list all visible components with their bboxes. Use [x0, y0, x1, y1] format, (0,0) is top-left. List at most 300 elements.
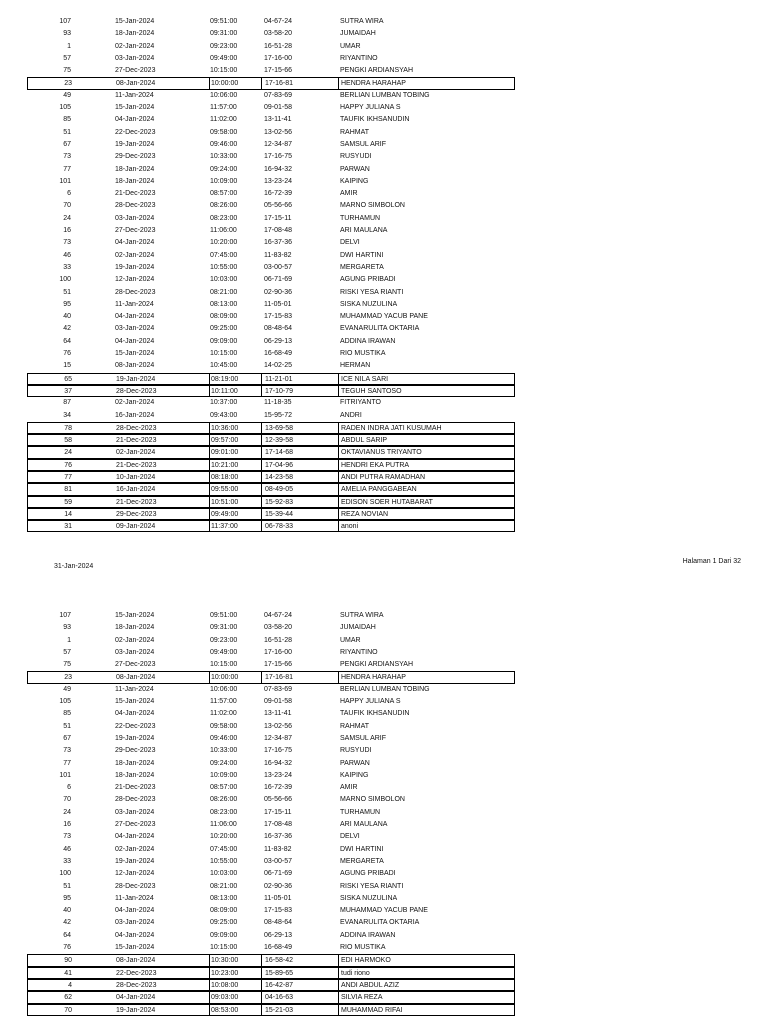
row-time: 08:23:00: [210, 808, 238, 816]
row-number: 23: [64, 674, 72, 682]
row-name: AMIR: [340, 784, 358, 792]
table-row: [27, 684, 515, 696]
row-time: 10:30:00: [211, 957, 239, 965]
row-date: 27-Dec-2023: [115, 661, 156, 669]
cell-divider: [338, 435, 339, 445]
row-number: 95: [63, 894, 71, 902]
cell-divider: [338, 78, 339, 88]
row-code: 06-78-33: [265, 523, 294, 531]
row-name: KAIPING: [340, 771, 369, 779]
row-code: 17-15-66: [264, 67, 293, 75]
row-code: 13-02-56: [264, 722, 293, 730]
row-time: 09:46:00: [210, 140, 238, 148]
row-date: 02-Jan-2024: [115, 251, 155, 259]
row-name: FITRIYANTO: [340, 399, 381, 407]
table-row: [27, 65, 515, 77]
row-name: MUHAMMAD YACUB PANE: [340, 313, 428, 321]
records-table: [27, 610, 515, 1016]
row-code: 17-16-81: [265, 80, 294, 88]
row-number: 58: [64, 437, 72, 445]
row-time: 10:55:00: [210, 263, 238, 271]
row-code: 04-16-63: [265, 994, 294, 1002]
row-code: 03-00-57: [264, 857, 293, 865]
cell-divider: [209, 1005, 210, 1015]
row-name: ARI MAULANA: [340, 227, 388, 235]
row-number: 77: [64, 473, 72, 481]
row-date: 19-Jan-2024: [115, 734, 155, 742]
row-date: 15-Jan-2024: [115, 612, 155, 619]
row-code: 08-49-05: [265, 486, 294, 494]
table-row: [27, 77, 515, 89]
cell-divider: [209, 521, 210, 531]
row-time: 10:23:00: [211, 969, 239, 977]
cell-divider: [261, 497, 262, 507]
row-name: ANDI ABDUL AZIZ: [341, 981, 400, 989]
row-number: 41: [64, 969, 72, 977]
row-name: RADEN INDRA JATI KUSUMAH: [341, 424, 442, 432]
row-number: 73: [63, 833, 71, 841]
row-number: 15: [63, 362, 71, 370]
row-date: 08-Jan-2024: [116, 957, 156, 965]
row-name: RISKI YESA RIANTI: [340, 882, 404, 890]
row-code: 15-92-83: [265, 498, 294, 506]
row-time: 10:09:00: [210, 177, 238, 185]
table-row: [27, 250, 515, 262]
row-name: SILVIA REZA: [341, 994, 383, 1002]
row-code: 16-51-28: [264, 42, 293, 50]
row-date: 02-Jan-2024: [115, 399, 155, 407]
row-time: 08:21:00: [210, 288, 238, 296]
table-row: [27, 274, 515, 286]
cell-divider: [338, 509, 339, 519]
row-name: PARWAN: [340, 759, 370, 767]
row-name: AGUNG PRIBADI: [340, 870, 396, 878]
row-date: 02-Jan-2024: [115, 636, 155, 644]
cell-divider: [209, 509, 210, 519]
row-name: SISKA NUZULINA: [340, 894, 398, 902]
row-name: ANDI PUTRA RAMADHAN: [341, 473, 426, 481]
row-date: 21-Dec-2023: [116, 461, 157, 469]
row-name: REZA NOVIAN: [341, 510, 389, 518]
row-code: 17-16-75: [264, 747, 293, 755]
table-row: [27, 200, 515, 212]
row-name: EDISON SOER HUTABARAT: [341, 498, 433, 506]
row-date: 21-Dec-2023: [116, 498, 157, 506]
records-table: [27, 16, 515, 532]
row-name: PENGKI ARDIANSYAH: [340, 67, 414, 75]
row-number: 6: [67, 190, 71, 198]
row-name: TURHAMUN: [340, 808, 381, 816]
row-number: 78: [64, 424, 72, 432]
row-time: 10:00:00: [211, 674, 239, 682]
row-date: 15-Jan-2024: [115, 350, 155, 358]
row-time: 08:18:00: [211, 473, 239, 481]
row-code: 08-48-64: [264, 325, 293, 333]
row-time: 10:15:00: [210, 350, 238, 358]
row-number: 93: [63, 30, 71, 38]
table-row: [27, 496, 515, 508]
row-time: 09:46:00: [210, 734, 238, 742]
row-code: 07-83-69: [264, 91, 293, 99]
row-number: 46: [63, 251, 71, 259]
cell-divider: [338, 423, 339, 433]
row-date: 04-Jan-2024: [115, 337, 155, 345]
row-number: 100: [59, 870, 71, 878]
cell-divider: [338, 386, 339, 396]
row-code: 17-16-00: [264, 648, 293, 656]
table-row: [27, 758, 515, 770]
row-code: 03-58-20: [264, 624, 293, 632]
cell-divider: [261, 1005, 262, 1015]
row-number: 62: [64, 994, 72, 1002]
row-name: ADDINA IRAWAN: [340, 931, 396, 939]
table-row: [27, 622, 515, 634]
row-number: 77: [63, 165, 71, 173]
row-name: RIO MUSTIKA: [340, 944, 386, 952]
row-number: 67: [63, 734, 71, 742]
row-date: 04-Jan-2024: [115, 313, 155, 321]
row-date: 02-Jan-2024: [115, 42, 155, 50]
table-row: [27, 336, 515, 348]
table-row: [27, 348, 515, 360]
row-time: 10:21:00: [211, 461, 239, 469]
row-code: 12-34-87: [264, 140, 293, 148]
row-name: SUTRA WIRA: [340, 612, 384, 619]
cell-divider: [338, 992, 339, 1002]
row-date: 19-Jan-2024: [116, 1006, 156, 1014]
row-code: 13-11-41: [264, 710, 292, 718]
row-time: 11:37:00: [211, 523, 238, 531]
row-name: SUTRA WIRA: [340, 18, 384, 25]
row-date: 22-Dec-2023: [115, 722, 156, 730]
row-code: 17-08-48: [264, 821, 293, 829]
row-time: 08:09:00: [210, 313, 238, 321]
row-name: MARNO SIMBOLON: [340, 202, 405, 210]
row-time: 10:06:00: [210, 685, 238, 693]
row-name: RIYANTINO: [340, 54, 378, 62]
row-time: 11:02:00: [210, 710, 237, 718]
row-number: 101: [59, 771, 71, 779]
row-time: 08:57:00: [210, 190, 238, 198]
row-date: 03-Jan-2024: [115, 648, 155, 656]
table-row: [27, 831, 515, 843]
table-row: [27, 397, 515, 409]
row-number: 24: [63, 214, 71, 222]
table-row: [27, 237, 515, 249]
cell-divider: [261, 423, 262, 433]
table-row: [27, 954, 515, 966]
row-name: SAMSUL ARIF: [340, 140, 387, 148]
row-name: RIO MUSTIKA: [340, 350, 386, 358]
cell-divider: [209, 980, 210, 990]
row-date: 08-Jan-2024: [116, 674, 156, 682]
row-time: 09:49:00: [210, 648, 238, 656]
row-code: 17-15-66: [264, 661, 293, 669]
cell-divider: [338, 447, 339, 457]
row-time: 09:01:00: [211, 449, 239, 457]
row-date: 27-Dec-2023: [115, 227, 156, 235]
table-row: [27, 942, 515, 954]
cell-divider: [261, 521, 262, 531]
cell-divider: [209, 968, 210, 978]
row-number: 70: [63, 202, 71, 210]
row-number: 42: [63, 919, 71, 927]
table-row: [27, 299, 515, 311]
row-time: 09:31:00: [210, 624, 238, 632]
row-name: DWI HARTINI: [340, 251, 384, 259]
row-number: 59: [64, 498, 72, 506]
row-time: 09:58:00: [210, 128, 238, 136]
row-name: PARWAN: [340, 165, 370, 173]
row-code: 15-21-03: [265, 1006, 294, 1014]
row-number: 65: [64, 375, 72, 383]
row-code: 17-04-96: [265, 461, 294, 469]
cell-divider: [261, 472, 262, 482]
row-code: 09-01-58: [264, 698, 293, 706]
row-code: 05-56-66: [264, 202, 293, 210]
row-name: UMAR: [340, 636, 361, 644]
row-code: 16-94-32: [264, 759, 293, 767]
row-time: 10:36:00: [211, 424, 239, 432]
cell-divider: [261, 672, 262, 682]
row-date: 27-Dec-2023: [115, 67, 156, 75]
row-code: 08-48-64: [264, 919, 293, 927]
table-row: [27, 434, 515, 446]
row-date: 15-Jan-2024: [115, 18, 155, 25]
row-date: 18-Jan-2024: [115, 759, 155, 767]
row-date: 04-Jan-2024: [115, 239, 155, 247]
row-time: 07:45:00: [210, 845, 238, 853]
row-name: AMELIA PANGGABEAN: [341, 486, 417, 494]
row-date: 03-Jan-2024: [115, 919, 155, 927]
table-row: [27, 635, 515, 647]
row-code: 17-15-83: [264, 907, 293, 915]
row-code: 06-29-13: [264, 337, 293, 345]
row-number: 57: [63, 54, 71, 62]
row-time: 10:33:00: [210, 747, 238, 755]
row-number: 107: [59, 612, 71, 619]
table-row: [27, 856, 515, 868]
row-name: DELVI: [340, 239, 360, 247]
row-date: 08-Jan-2024: [115, 362, 155, 370]
row-number: 51: [63, 288, 71, 296]
table-row: [27, 41, 515, 53]
row-date: 28-Dec-2023: [116, 424, 157, 432]
row-code: 04-67-24: [264, 18, 293, 25]
row-name: DWI HARTINI: [340, 845, 384, 853]
cell-divider: [338, 955, 339, 965]
row-date: 27-Dec-2023: [115, 821, 156, 829]
row-number: 24: [64, 449, 72, 457]
row-time: 08:21:00: [210, 882, 238, 890]
row-number: 33: [63, 857, 71, 865]
row-date: 29-Dec-2023: [116, 510, 157, 518]
row-name: HERMAN: [340, 362, 371, 370]
row-number: 73: [63, 153, 71, 161]
row-number: 49: [63, 91, 71, 99]
row-time: 09:43:00: [210, 411, 238, 419]
table-row: [27, 410, 515, 422]
row-code: 16-94-32: [264, 165, 293, 173]
row-time: 10:20:00: [210, 833, 238, 841]
row-name: RISKI YESA RIANTI: [340, 288, 404, 296]
row-date: 16-Jan-2024: [115, 411, 155, 419]
cell-divider: [209, 460, 210, 470]
row-time: 09:31:00: [210, 30, 238, 38]
row-date: 19-Jan-2024: [115, 263, 155, 271]
row-date: 03-Jan-2024: [115, 54, 155, 62]
row-name: tudi riono: [341, 969, 370, 977]
row-date: 18-Jan-2024: [115, 771, 155, 779]
row-code: 06-71-69: [264, 276, 293, 284]
table-row: [27, 127, 515, 139]
row-date: 16-Jan-2024: [116, 486, 156, 494]
row-name: KAIPING: [340, 177, 369, 185]
table-row: [27, 991, 515, 1003]
row-name: JUMAIDAH: [340, 30, 376, 38]
table-row: [27, 659, 515, 671]
row-date: 11-Jan-2024: [115, 685, 154, 693]
table-row: [27, 671, 515, 683]
row-name: TAUFIK IKHSANUDIN: [340, 116, 410, 124]
row-number: 16: [63, 821, 71, 829]
row-date: 03-Jan-2024: [115, 214, 155, 222]
row-code: 09-01-58: [264, 104, 293, 112]
row-name: ABDUL SARIP: [341, 437, 388, 445]
table-row: [27, 868, 515, 880]
row-date: 21-Dec-2023: [115, 190, 156, 198]
row-name: MERGARETA: [340, 263, 384, 271]
cell-divider: [261, 992, 262, 1002]
row-number: 70: [63, 796, 71, 804]
row-number: 87: [63, 399, 71, 407]
row-name: RUSYUDI: [340, 747, 372, 755]
table-row: [27, 930, 515, 942]
row-name: MERGARETA: [340, 857, 384, 865]
row-code: 03-58-20: [264, 30, 293, 38]
table-row: [27, 151, 515, 163]
row-code: 16-68-49: [264, 350, 293, 358]
cell-divider: [209, 78, 210, 88]
table-row: [27, 782, 515, 794]
row-number: 14: [64, 510, 72, 518]
row-number: 51: [63, 722, 71, 730]
row-code: 11-83-82: [264, 251, 292, 259]
cell-divider: [338, 672, 339, 682]
cell-divider: [338, 460, 339, 470]
row-time: 10:33:00: [210, 153, 238, 161]
row-code: 16-68-49: [264, 944, 293, 952]
row-time: 09:55:00: [211, 486, 239, 494]
row-time: 10:15:00: [210, 67, 238, 75]
row-time: 10:15:00: [210, 944, 238, 952]
table-row: [27, 446, 515, 458]
row-name: TEGUH SANTOSO: [341, 387, 402, 395]
row-number: 105: [59, 698, 71, 706]
row-code: 15-95-72: [264, 411, 293, 419]
row-number: 34: [63, 411, 71, 419]
cell-divider: [209, 992, 210, 1002]
row-code: 17-15-11: [264, 808, 292, 816]
table-row: [27, 262, 515, 274]
table-row: [27, 188, 515, 200]
row-time: 09:03:00: [211, 994, 239, 1002]
row-date: 11-Jan-2024: [115, 300, 154, 308]
row-name: HENDRA HARAHAP: [341, 674, 406, 682]
page-indicator: Halaman 1 Dari 32: [682, 558, 741, 565]
table-row: [27, 287, 515, 299]
row-name: JUMAIDAH: [340, 624, 376, 632]
row-date: 04-Jan-2024: [115, 931, 155, 939]
row-time: 07:45:00: [210, 251, 238, 259]
row-date: 02-Jan-2024: [116, 449, 156, 457]
cell-divider: [338, 472, 339, 482]
row-time: 08:53:00: [211, 1006, 239, 1014]
row-code: 12-39-58: [265, 437, 294, 445]
row-name: BERLIAN LUMBAN TOBING: [340, 685, 430, 693]
row-date: 04-Jan-2024: [115, 907, 155, 915]
row-number: 76: [63, 350, 71, 358]
cell-divider: [261, 968, 262, 978]
row-code: 03-00-57: [264, 263, 293, 271]
row-code: 02-90-36: [264, 288, 293, 296]
row-time: 09:49:00: [211, 510, 239, 518]
row-time: 11:06:00: [210, 227, 237, 235]
row-name: EVANARULITA OKTARIA: [340, 325, 420, 333]
table-row: [27, 139, 515, 151]
table-row: [27, 508, 515, 520]
table-row: [27, 483, 515, 495]
row-date: 28-Dec-2023: [116, 387, 157, 395]
row-time: 08:09:00: [210, 907, 238, 915]
row-code: 11-83-82: [264, 845, 292, 853]
table-row: [27, 53, 515, 65]
row-number: 57: [63, 648, 71, 656]
row-number: 16: [63, 227, 71, 235]
row-time: 11:02:00: [210, 116, 237, 124]
row-number: 95: [63, 300, 71, 308]
row-time: 09:25:00: [210, 325, 238, 333]
row-number: 46: [63, 845, 71, 853]
cell-divider: [261, 460, 262, 470]
row-number: 40: [63, 907, 71, 915]
row-number: 1: [67, 636, 71, 644]
row-name: AMIR: [340, 190, 358, 198]
table-row: [27, 225, 515, 237]
table-row: [27, 917, 515, 929]
row-number: 31: [64, 523, 72, 531]
row-date: 04-Jan-2024: [116, 994, 156, 1002]
row-time: 09:09:00: [210, 931, 238, 939]
row-time: 09:24:00: [210, 165, 238, 173]
row-code: 05-56-66: [264, 796, 293, 804]
row-name: MUHAMMAD RIFAI: [341, 1006, 403, 1014]
row-date: 22-Dec-2023: [115, 128, 156, 136]
row-date: 28-Dec-2023: [115, 288, 156, 296]
row-number: 85: [63, 710, 71, 718]
cell-divider: [209, 955, 210, 965]
row-number: 64: [63, 337, 71, 345]
table-row: [27, 1004, 515, 1016]
row-time: 09:25:00: [210, 919, 238, 927]
table-row: [27, 323, 515, 335]
table-row: [27, 610, 515, 622]
row-name: RUSYUDI: [340, 153, 372, 161]
row-number: 42: [63, 325, 71, 333]
table-row: [27, 733, 515, 745]
row-number: 76: [64, 461, 72, 469]
row-date: 03-Jan-2024: [115, 325, 155, 333]
